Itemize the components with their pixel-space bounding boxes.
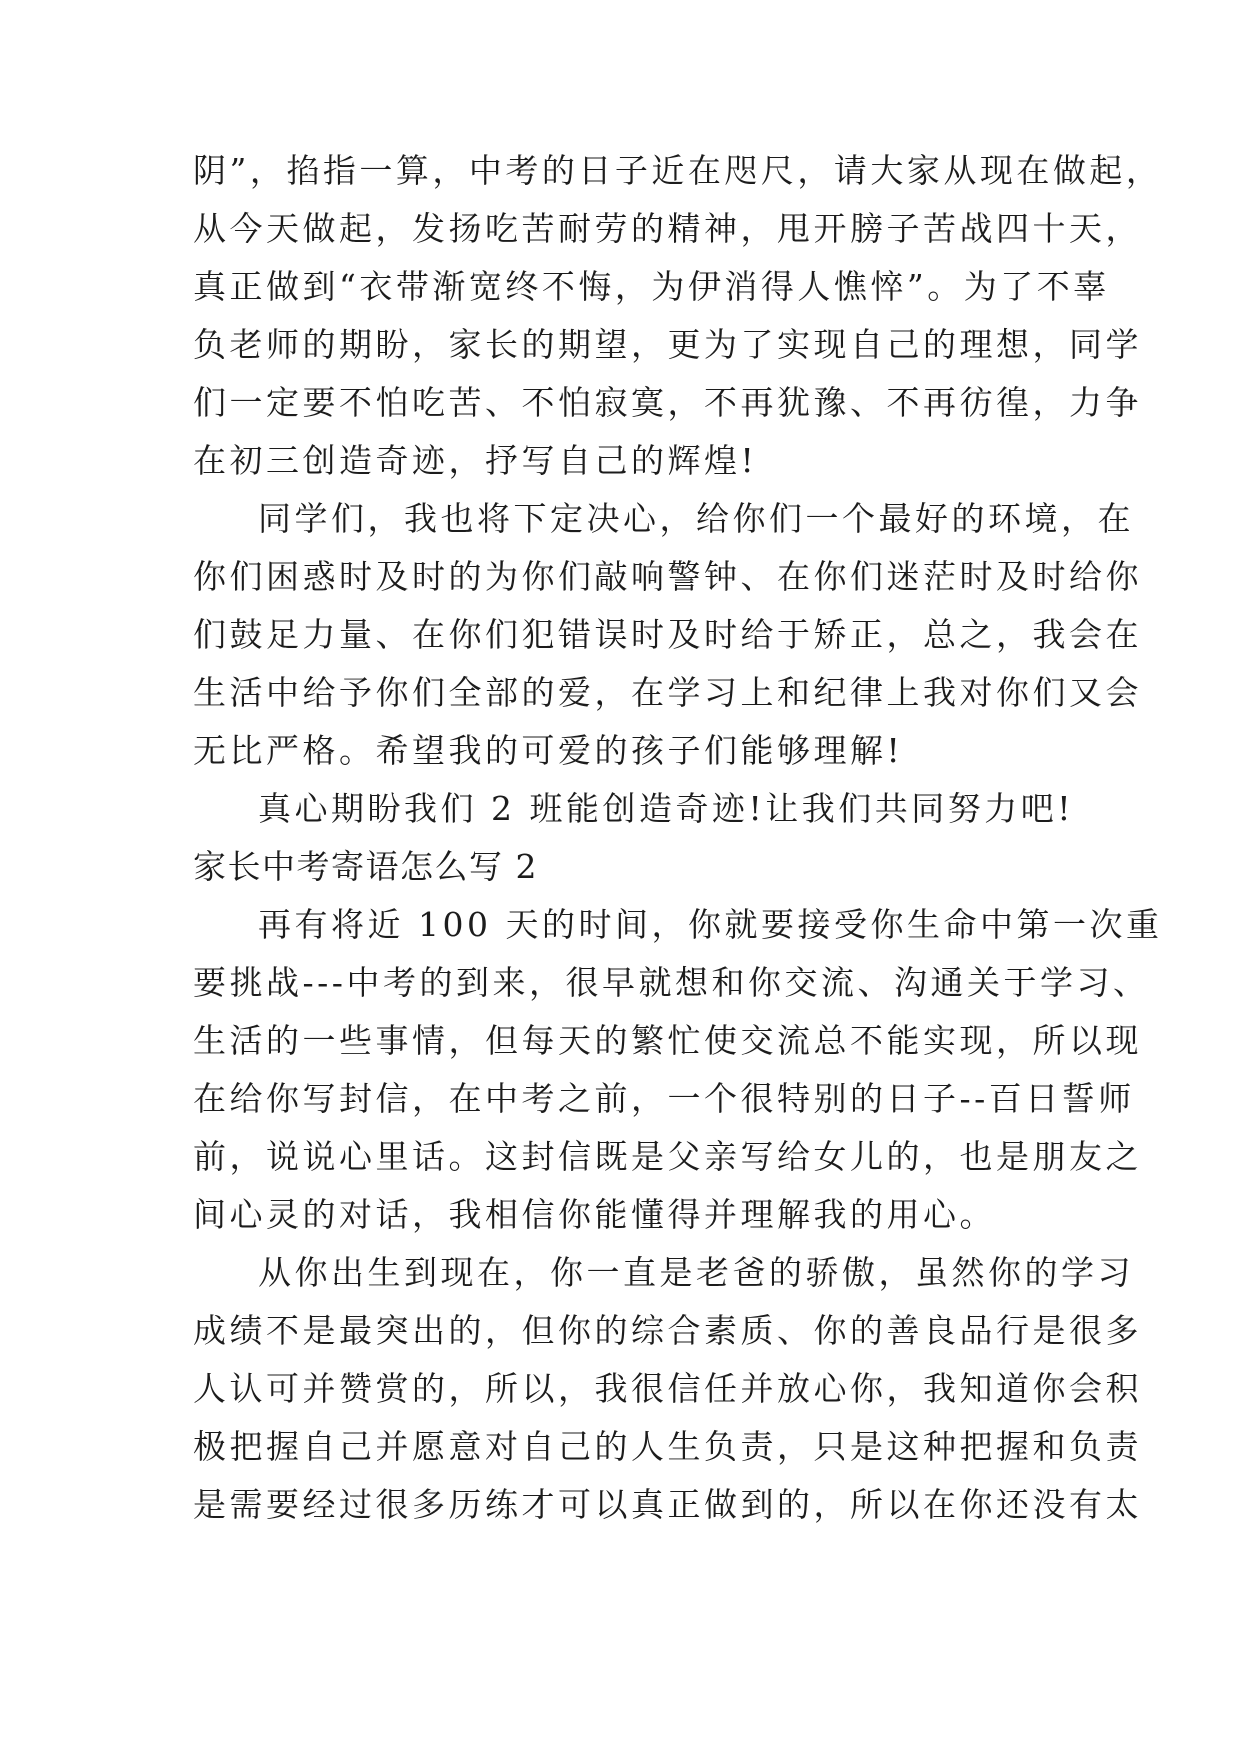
text-line: 要挑战---中考的到来，很早就想和你交流、沟通关于学习、 [193,963,1150,1002]
text-line: 们一定要不怕吃苦、不怕寂寞，不再犹豫、不再彷徨，力争 [193,383,1142,422]
text-line: 前，说说心里话。这封信既是父亲写给女儿的，也是朋友之 [193,1137,1142,1176]
text-line: 生活中给予你们全部的爱，在学习上和纪律上我对你们又会 [193,673,1142,712]
text-line: 从今天做起，发扬吃苦耐劳的精神，甩开膀子苦战四十天， [193,209,1142,248]
text-line: 极把握自己并愿意对自己的人生负责，只是这种把握和负责 [193,1427,1142,1466]
paragraph-first-line: 再有将近 100 天的时间，你就要接受你生命中第一次重 [258,905,1163,944]
text-line: 生活的一些事情，但每天的繁忙使交流总不能实现，所以现 [193,1021,1142,1060]
paragraph-first-line: 真心期盼我们 2 班能创造奇迹!让我们共同努力吧! [258,789,1074,828]
text-line: 间心灵的对话，我相信你能懂得并理解我的用心。 [193,1195,996,1234]
text-line: 你们困惑时及时的为你们敲响警钟、在你们迷茫时及时给你 [193,557,1142,596]
text-line: 们鼓足力量、在你们犯错误时及时给于矫正，总之，我会在 [193,615,1142,654]
text-line: 在给你写封信，在中考之前，一个很特别的日子--百日誓师 [193,1079,1135,1118]
text-line: 是需要经过很多历练才可以真正做到的，所以在你还没有太 [193,1485,1142,1524]
text-line: 在初三创造奇迹，抒写自己的辉煌! [193,441,758,480]
paragraph-first-line: 同学们，我也将下定决心，给你们一个最好的环境，在 [258,499,1134,538]
text-line: 无比严格。希望我的可爱的孩子们能够理解! [193,731,904,770]
paragraph-first-line: 从你出生到现在，你一直是老爸的骄傲，虽然你的学习 [258,1253,1134,1292]
text-line: 真正做到“衣带渐宽终不悔，为伊消得人憔悴”。为了不辜 [193,267,1110,306]
text-line: 人认可并赞赏的，所以，我很信任并放心你，我知道你会积 [193,1369,1142,1408]
text-line: 阴”，掐指一算，中考的日子近在咫尺，请大家从现在做起， [193,151,1163,190]
section-heading: 家长中考寄语怎么写 2 [193,847,538,886]
text-line: 负老师的期盼，家长的期望，更为了实现自己的理想，同学 [193,325,1142,364]
text-line: 成绩不是最突出的，但你的综合素质、你的善良品行是很多 [193,1311,1142,1350]
